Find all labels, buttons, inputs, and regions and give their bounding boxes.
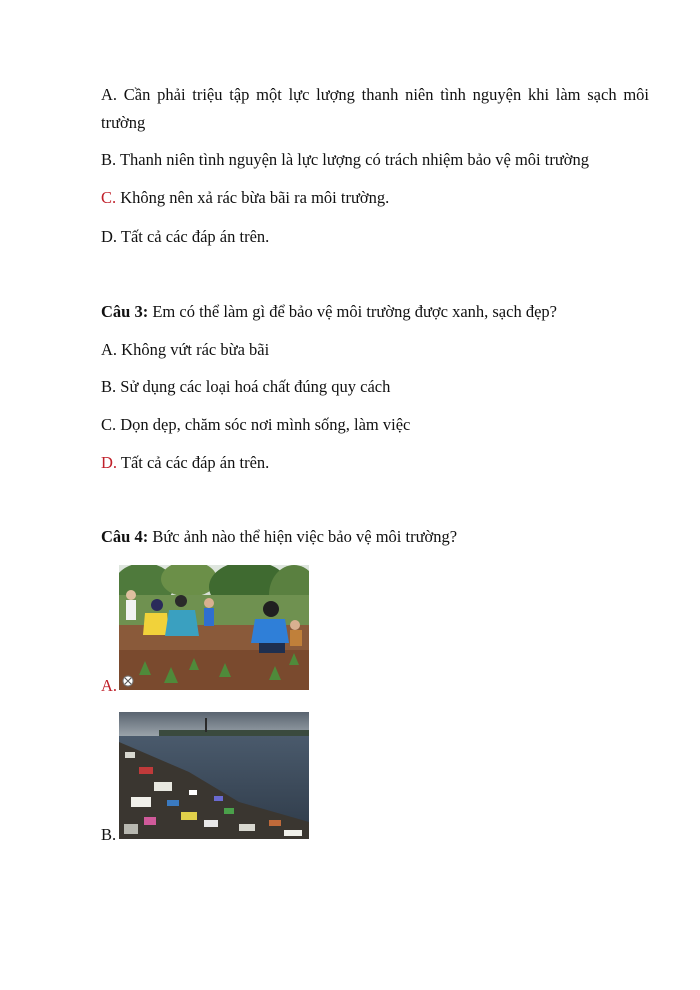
q2-option-c bbox=[101, 188, 389, 208]
q2-option-d-text: Tất cả các đáp án trên. bbox=[120, 227, 270, 246]
q4-option-a-image bbox=[119, 565, 309, 690]
q3-option-b-text: Sử dụng các loại hoá chất đúng quy cách bbox=[120, 377, 391, 396]
q2-option-a-text: Cần phải triệu tập một lực lượng thanh niên tình nguyện khi làm sạch môi bbox=[123, 85, 649, 104]
q3-text: Em có thể làm gì để bảo vệ môi trường được xanh, sạch đẹp? bbox=[152, 302, 557, 321]
q3-option-a-letter: A. bbox=[101, 340, 118, 359]
q2-option-d-letter: D. bbox=[101, 227, 118, 246]
q4-option-a-letter: A. bbox=[101, 676, 118, 695]
tree-planting-photo bbox=[119, 565, 309, 690]
q3-heading bbox=[101, 302, 557, 322]
q4-option-b-letter: B. bbox=[101, 825, 117, 844]
q2-option-a-continued: trường bbox=[101, 113, 146, 132]
q3-option-c-letter: C. bbox=[101, 415, 117, 434]
q3-option-c bbox=[101, 415, 410, 435]
q3-option-a-text: Không vứt rác bừa bãi bbox=[121, 340, 270, 359]
q2-option-d bbox=[101, 227, 269, 247]
q2-option-b-text: Thanh niên tình nguyện là lực lượng có trách nhiệm bảo vệ môi trường bbox=[119, 150, 590, 169]
q3-option-b bbox=[101, 377, 390, 397]
q2-option-b-letter: B. bbox=[101, 150, 117, 169]
q2-option-a-letter: A. bbox=[101, 85, 118, 104]
q3-option-a bbox=[101, 340, 269, 360]
q4-option-b-image bbox=[119, 712, 309, 839]
q4-heading bbox=[101, 527, 457, 547]
q2-option-c-letter: C. bbox=[101, 188, 117, 207]
q3-option-b-letter: B. bbox=[101, 377, 117, 396]
q3-option-c-text: Dọn dẹp, chăm sóc nơi mình sống, làm việc bbox=[120, 415, 411, 434]
q2-option-b bbox=[101, 150, 589, 170]
q4-text: Bức ảnh nào thể hiện việc bảo vệ môi trường? bbox=[152, 527, 458, 546]
q2-option-c-text: Không nên xả rác bừa bãi ra môi trường. bbox=[120, 188, 390, 207]
q3-option-d-letter: D. bbox=[101, 453, 118, 472]
q3-option-d bbox=[101, 453, 269, 473]
polluted-shore-photo bbox=[119, 712, 309, 839]
q3-option-d-text: Tất cả các đáp án trên. bbox=[120, 453, 270, 472]
q4-label: Câu 4: bbox=[101, 527, 149, 546]
q2-option-a bbox=[101, 85, 649, 105]
q3-label: Câu 3: bbox=[101, 302, 149, 321]
